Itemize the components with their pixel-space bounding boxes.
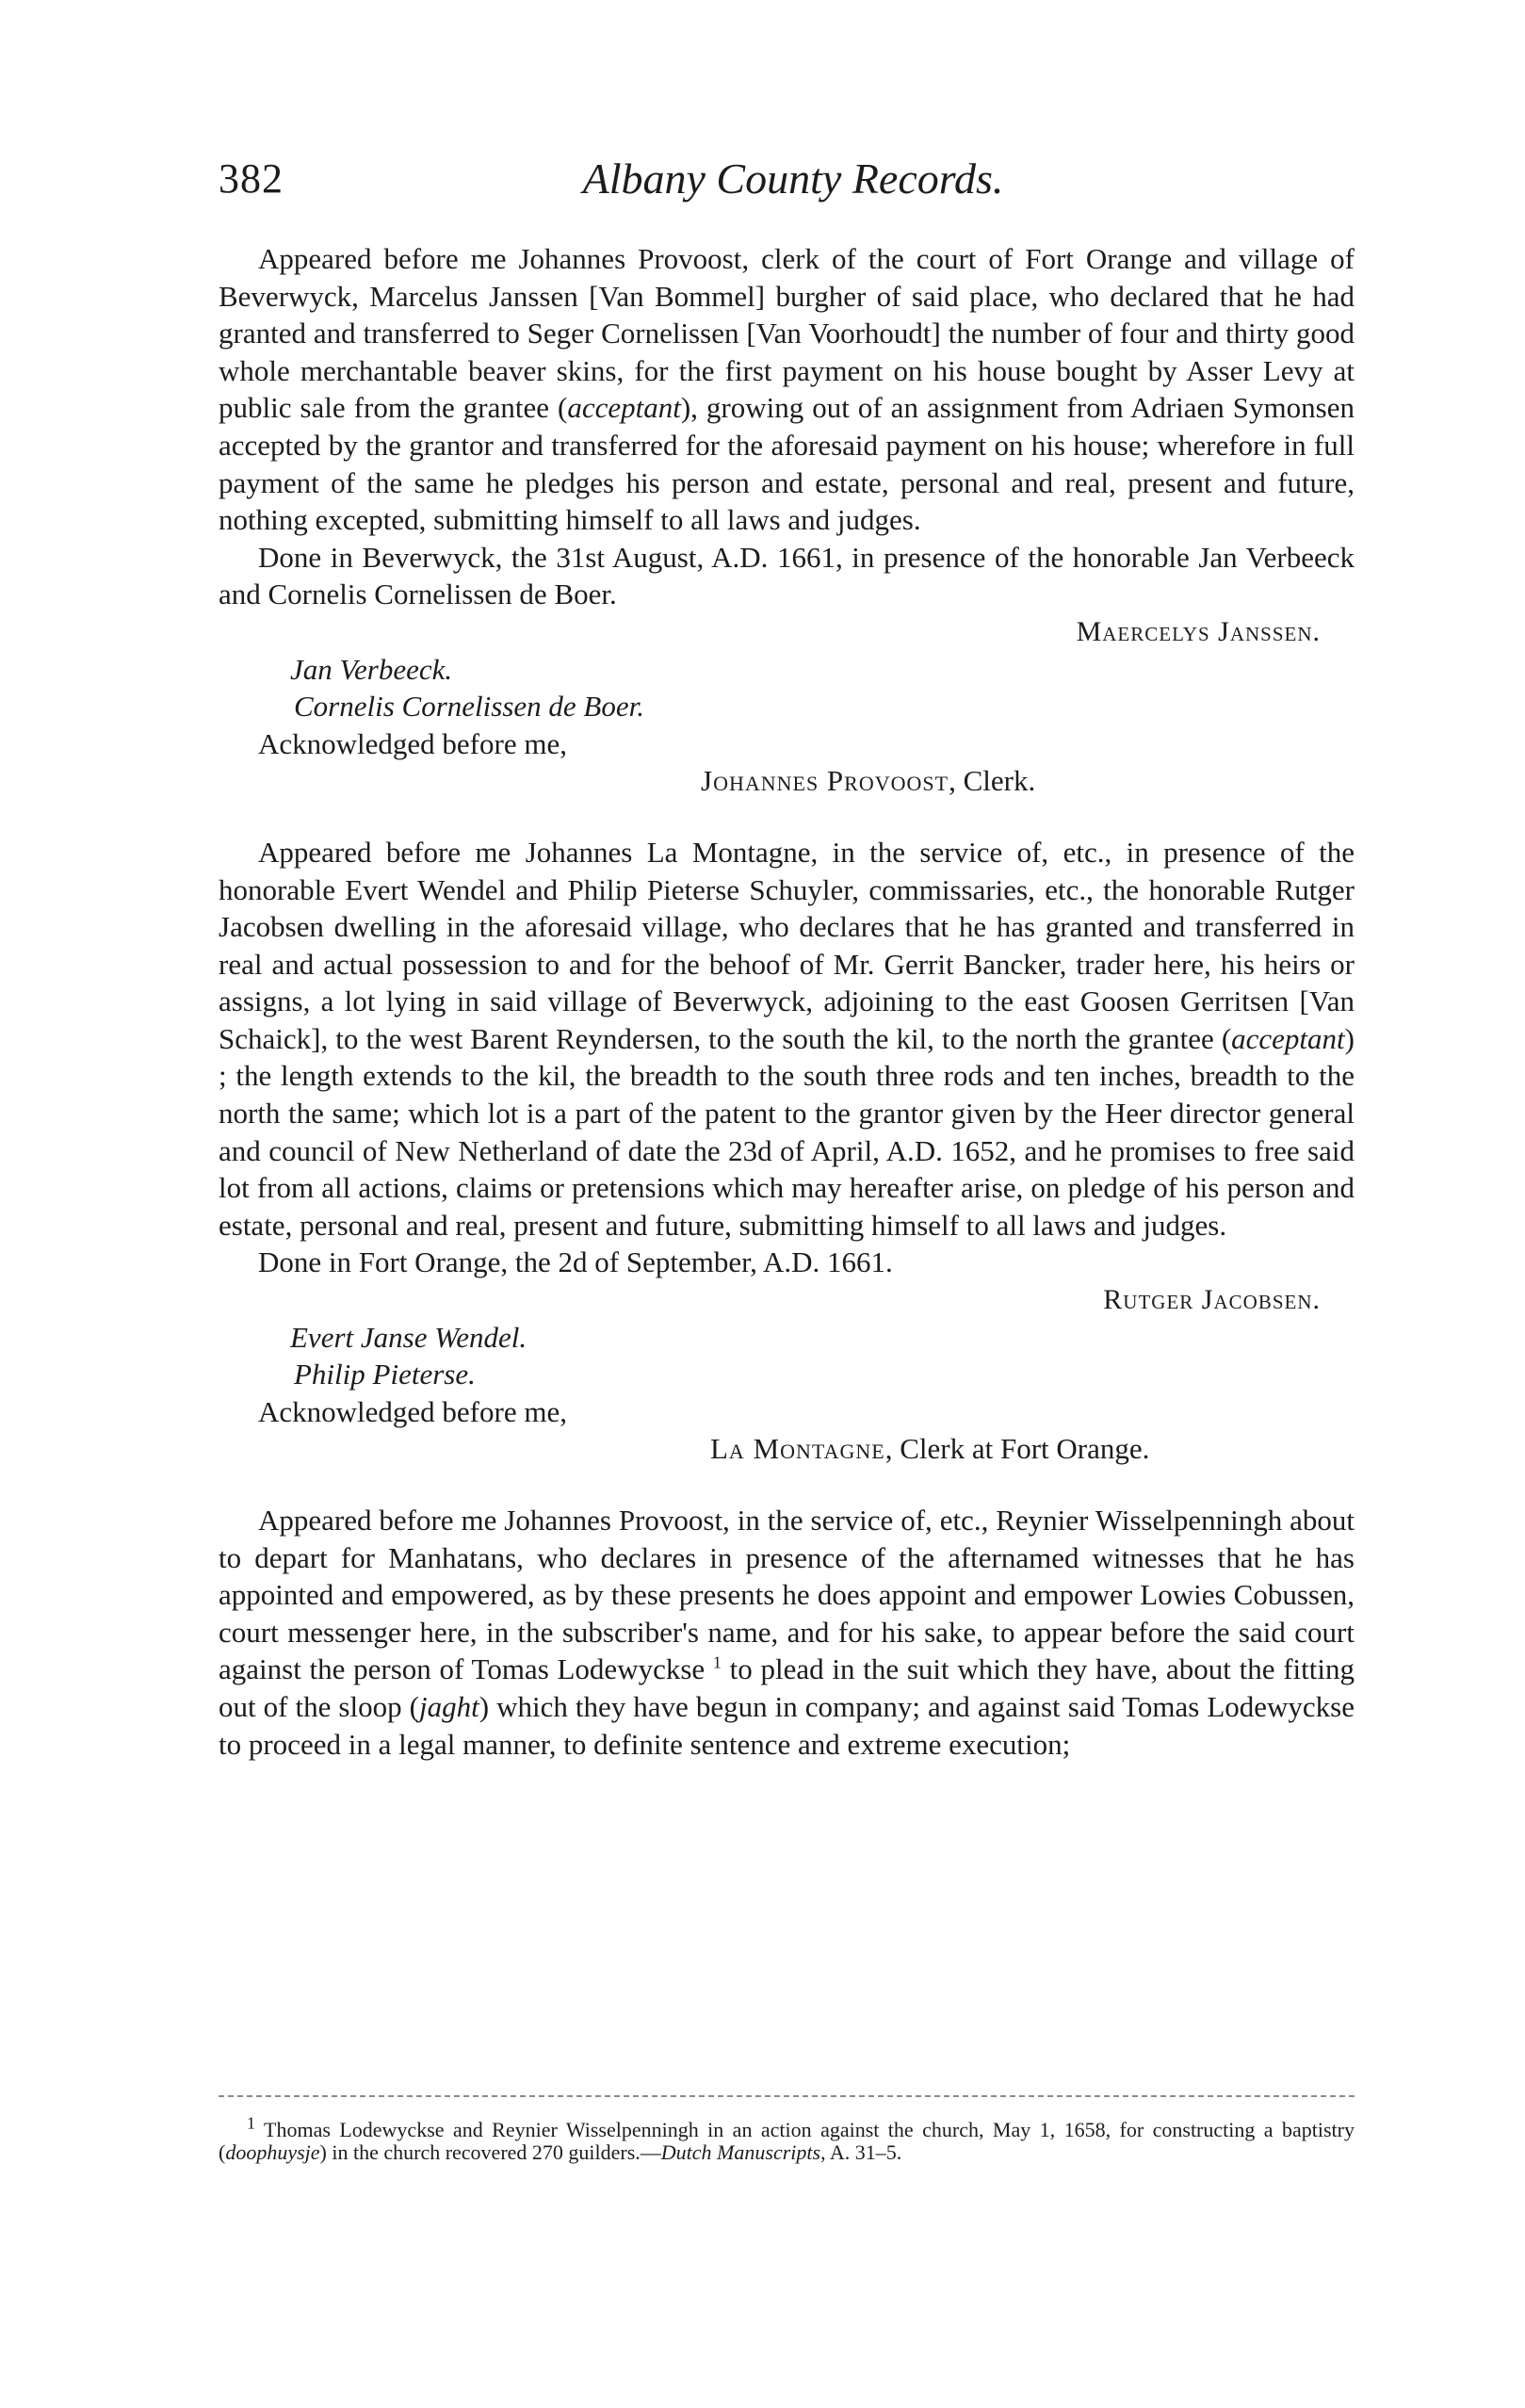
footnote: $^1$ Thomas Lodewyckse and Reynier Wisselpenningh in an action against the church, May 1, 1658, for constructing a baptistry (doophuysje) in the church recovered 270 guilders.—Dutch Manuscripts, A. 31–5.: [219, 2113, 1355, 2164]
deed-1-witness-2: Cornelis Cornelissen de Boer.: [294, 690, 644, 724]
page-number: 382: [219, 155, 284, 202]
section-gap: [219, 800, 1355, 834]
deed-2-paragraph: Appeared before me Johannes La Montagne, in the service of, etc., in presence of the honorable Evert Wendel and Philip Pieterse Schuyler, commissaries, etc., the honorable Rutger Jacobsen dwelling in the aforesaid village, who declares that he has granted and transferred in real and actual possession to and for the behoof of Mr. Gerrit Bancker, trader here, his heirs or assigns, a lot lying in said village of Beverwyck, adjoining to the east Goosen Gerritsen [Van Schaick], to the west Barent Reyndersen, to the south the kil, to the north the grantee (acceptant) ; the length extends to the kil, the breadth to the south three rods and ten inches, breadth to the north the same; which lot is a part of the patent to the grantor given by the Heer director general and council of New Netherland of date the 23d of April, A.D. 1652, and he promises to free said lot from all actions, claims or pretensions which may hereafter arise, on pledge of his person and estate, personal and real, present and future, submitting himself to all laws and judges.: [219, 835, 1355, 1242]
deed-1-signature: Maercelys Janssen.: [1076, 615, 1321, 647]
deed-1-clerk: Johannes Provoost, Clerk.: [701, 764, 1036, 798]
page-body: [219, 240, 1355, 1763]
deed-3-paragraph: Appeared before me Johannes Provoost, in the service of, etc., Reynier Wisselpenningh about to depart for Manhatans, who declares in presence of the afternamed witnesses that he has appointed and empowered, as by these presents he does appoint and empower Lowies Cobussen, court messenger here, in the subscriber's name, and for his sake, to appear before the said court against the person of Tomas Lodewyckse $^1$ to plead in the suit which they have, about the fitting out of the sloop (jaght) which they have begun in company; and against said Tomas Lodewyckse to proceed in a legal manner, to definite sentence and extreme execution;: [219, 1504, 1355, 1761]
deed-1-done: Done in Beverwyck, the 31st August, A.D. 1661, in presence of the honorable Jan Verbeeck and Cornelis Cornelissen de Boer.: [219, 540, 1355, 611]
page-header: [219, 151, 1368, 207]
deed-2-witness-2: Philip Pieterse.: [294, 1358, 476, 1391]
deed-2-signature: Rutger Jacobsen.: [1103, 1284, 1321, 1316]
deed-2-witness-1: Evert Janse Wendel.: [290, 1320, 527, 1354]
footnote-marker: 1: [247, 2113, 255, 2133]
deed-2-clerk: La Montagne, Clerk at Fort Orange.: [710, 1432, 1150, 1466]
footnote-reference[interactable]: 1: [712, 1653, 722, 1673]
running-title: Albany County Records.: [582, 155, 1004, 203]
deed-2-done: Done in Fort Orange, the 2d of September, A.D. 1661.: [258, 1245, 893, 1279]
deed-1-witness-1: Jan Verbeeck.: [290, 652, 453, 686]
deed-1-paragraph: Appeared before me Johannes Provoost, clerk of the court of Fort Orange and village of Beverwyck, Marcelus Janssen [Van Bommel] burgher of said place, who declared that he had granted and transferred to Seger Cornelissen [Van Voorhoudt] the number of four and thirty good whole merchantable beaver skins, for the first payment on his house bought by Asser Levy at public sale from the grantee (acceptant), growing out of an assignment from Adriaen Symonsen accepted by the grantor and transferred for the aforesaid payment on his house; wherefore in full payment of the same he pledges his person and estate, personal and real, present and future, nothing excepted, submitting himself to all laws and judges.: [219, 242, 1355, 537]
deed-1-acknowledgement: Acknowledged before me,: [258, 726, 567, 760]
footnote-divider: [219, 2095, 1355, 2097]
section-gap: [219, 1468, 1355, 1502]
deed-2-acknowledgement: Acknowledged before me,: [258, 1394, 567, 1428]
